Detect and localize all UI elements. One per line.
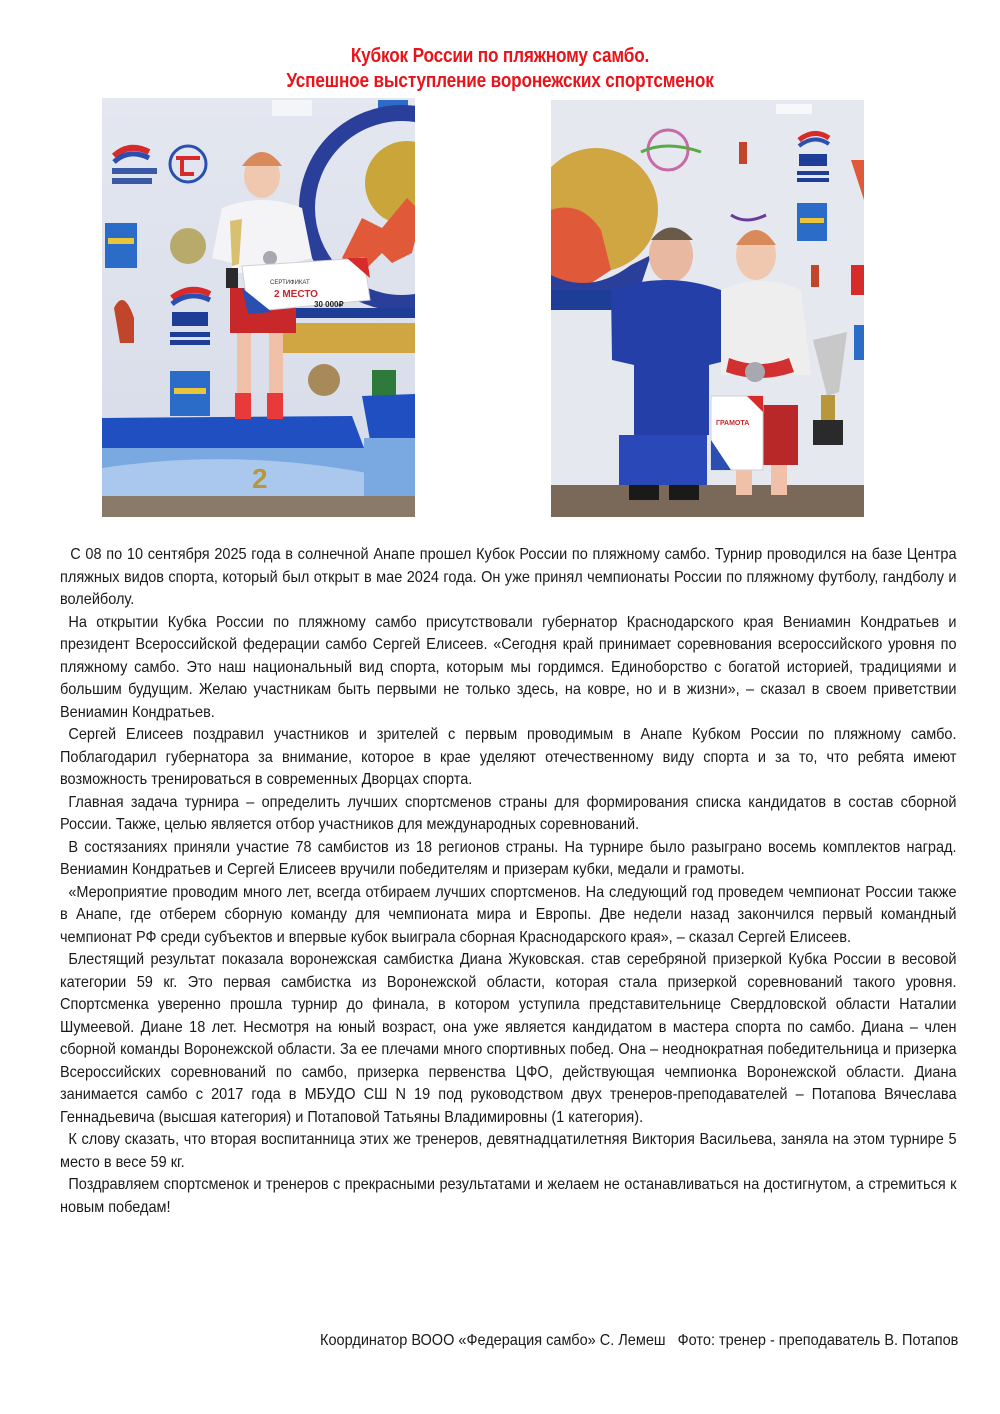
- title-line-1: Кубкок России по пляжному самбо.: [350, 45, 650, 67]
- diploma-label: ГРАМОТА: [716, 420, 750, 427]
- article-paragraph: Блестящий результат показала воронежская самбистка Диана Жуковская. став серебряной призеркой Кубка России в весовой категории 59 кг. Это первая самбистка из Воронежской области, которая стала призеркой соревнований такого уровня. Спортсменка уверенно прошла турнир до финала, в котором уступила представительнице Свердловской области Наталии Шумеевой. Диане 18 лет. Несмотря на юный возраст, она уже является кандидатом в мастера спорта по самбо. Диана – член сборной команды Воронежской области. За ее плечами много спортивных побед. Она – неоднократная победительница и призерка Всероссийских соревнований по самбо, призерка первенства ЦФО, действующая чемпионка Воронежской области. Диана занимается самбо с 2017 года в МБУДО СШ N 19 под руководством двух тренеров-преподавателей – Потапова Вячеслава Геннадьевича (высшая категория) и Потаповой Татьяны Владимировны (1 категория).: [60, 951, 957, 1126]
- article-paragraph: К слову сказать, что вторая воспитанница этих же тренеров, девятнадцатилетняя Виктория Васильева, заняла на этом турнире 5 место в весе 59 кг.: [60, 1131, 957, 1171]
- credits-line: [320, 1331, 958, 1351]
- article-paragraph: В состязаниях приняли участие 78 самбистов из 18 регионов страны. На турнире было разыграно восемь комплектов наград. Вениамин Кондратьев и Сергей Елисеев вручили победителям и призерам кубки, медали и грамоты.: [60, 838, 957, 878]
- photo-coach-illustration: [551, 100, 864, 517]
- article-paragraph: Главная задача турнира – определить лучших спортсменов страны для формирования списка кандидатов в состав сборной России. Также, целью является отбор участников для международных соревнований.: [60, 793, 957, 833]
- certificate-amount: 30 000₽: [314, 300, 344, 309]
- certificate-label: СЕРТИФИКАТ: [270, 280, 310, 286]
- photo-podium: [102, 98, 415, 517]
- credits-separator: [665, 1332, 677, 1349]
- article-paragraph: Поздравляем спортсменок и тренеров с прекрасными результатами и желаем не останавливаться на достигнутом, а стремиться к новым победам!: [60, 1176, 957, 1216]
- article-paragraph: Сергей Елисеев поздравил участников и зрителей с первым проводимым в Анапе Кубком России по пляжному самбо. Поблагодарил губернатора за внимание, которое в крае уделяют отечественному виду спорта и за то, что ребята имеют возможность тренироваться в современных Дворцах спорта.: [60, 726, 957, 788]
- article-paragraph: С 08 по 10 сентября 2025 года в солнечной Анапе прошел Кубок России по пляжному самбо. Турнир проводился на базе Центра пляжных видов спорта, который был открыт в мае 2024 года. Он уже принял чемпионаты России по пляжному футболу, гандболу и волейболу.: [60, 546, 957, 608]
- photo-coach-and-athlete: [551, 100, 864, 517]
- article-paragraph: На открытии Кубка России по пляжному самбо присутствовали губернатор Краснодарского края Вениамин Кондратьев и президент Всероссийской федерации самбо Сергей Елисеев. «Сегодня край принимает соревнования всероссийского уровня по пляжному самбо. Это наш национальный вид спорта, которым мы гордимся. Единоборство с богатой историей, традициями и большим будущим. Желаю участникам быть первыми не только здесь, на ковре, но и в жизни», – сказал в своем приветствии Вениамин Кондратьев.: [60, 613, 957, 721]
- article-body: [60, 544, 957, 1219]
- document-title: [70, 44, 930, 94]
- svg-text:2: 2: [252, 463, 268, 494]
- certificate-place: 2 МЕСТО: [274, 289, 318, 300]
- photo-podium-illustration: [102, 98, 415, 517]
- article-paragraph: «Мероприятие проводим много лет, всегда отбираем лучших спортсменов. На следующий год проведем чемпионат России также в Анапе, где отберем сборную команду для чемпионата мира и Европы. Две недели назад закончился первый командный чемпионат РФ среди субъектов и впервые кубок выиграла сборная Краснодарского края», – сказал Сергей Елисеев.: [60, 883, 957, 946]
- author-credit: Координатор ВООО «Федерация самбо» С. Лемеш: [319, 1332, 666, 1349]
- photo-credit: Фото: тренер - преподаватель В. Потапов: [677, 1332, 958, 1349]
- title-line-2: Успешное выступление воронежских спортсменок: [286, 70, 714, 92]
- diploma: [711, 396, 763, 470]
